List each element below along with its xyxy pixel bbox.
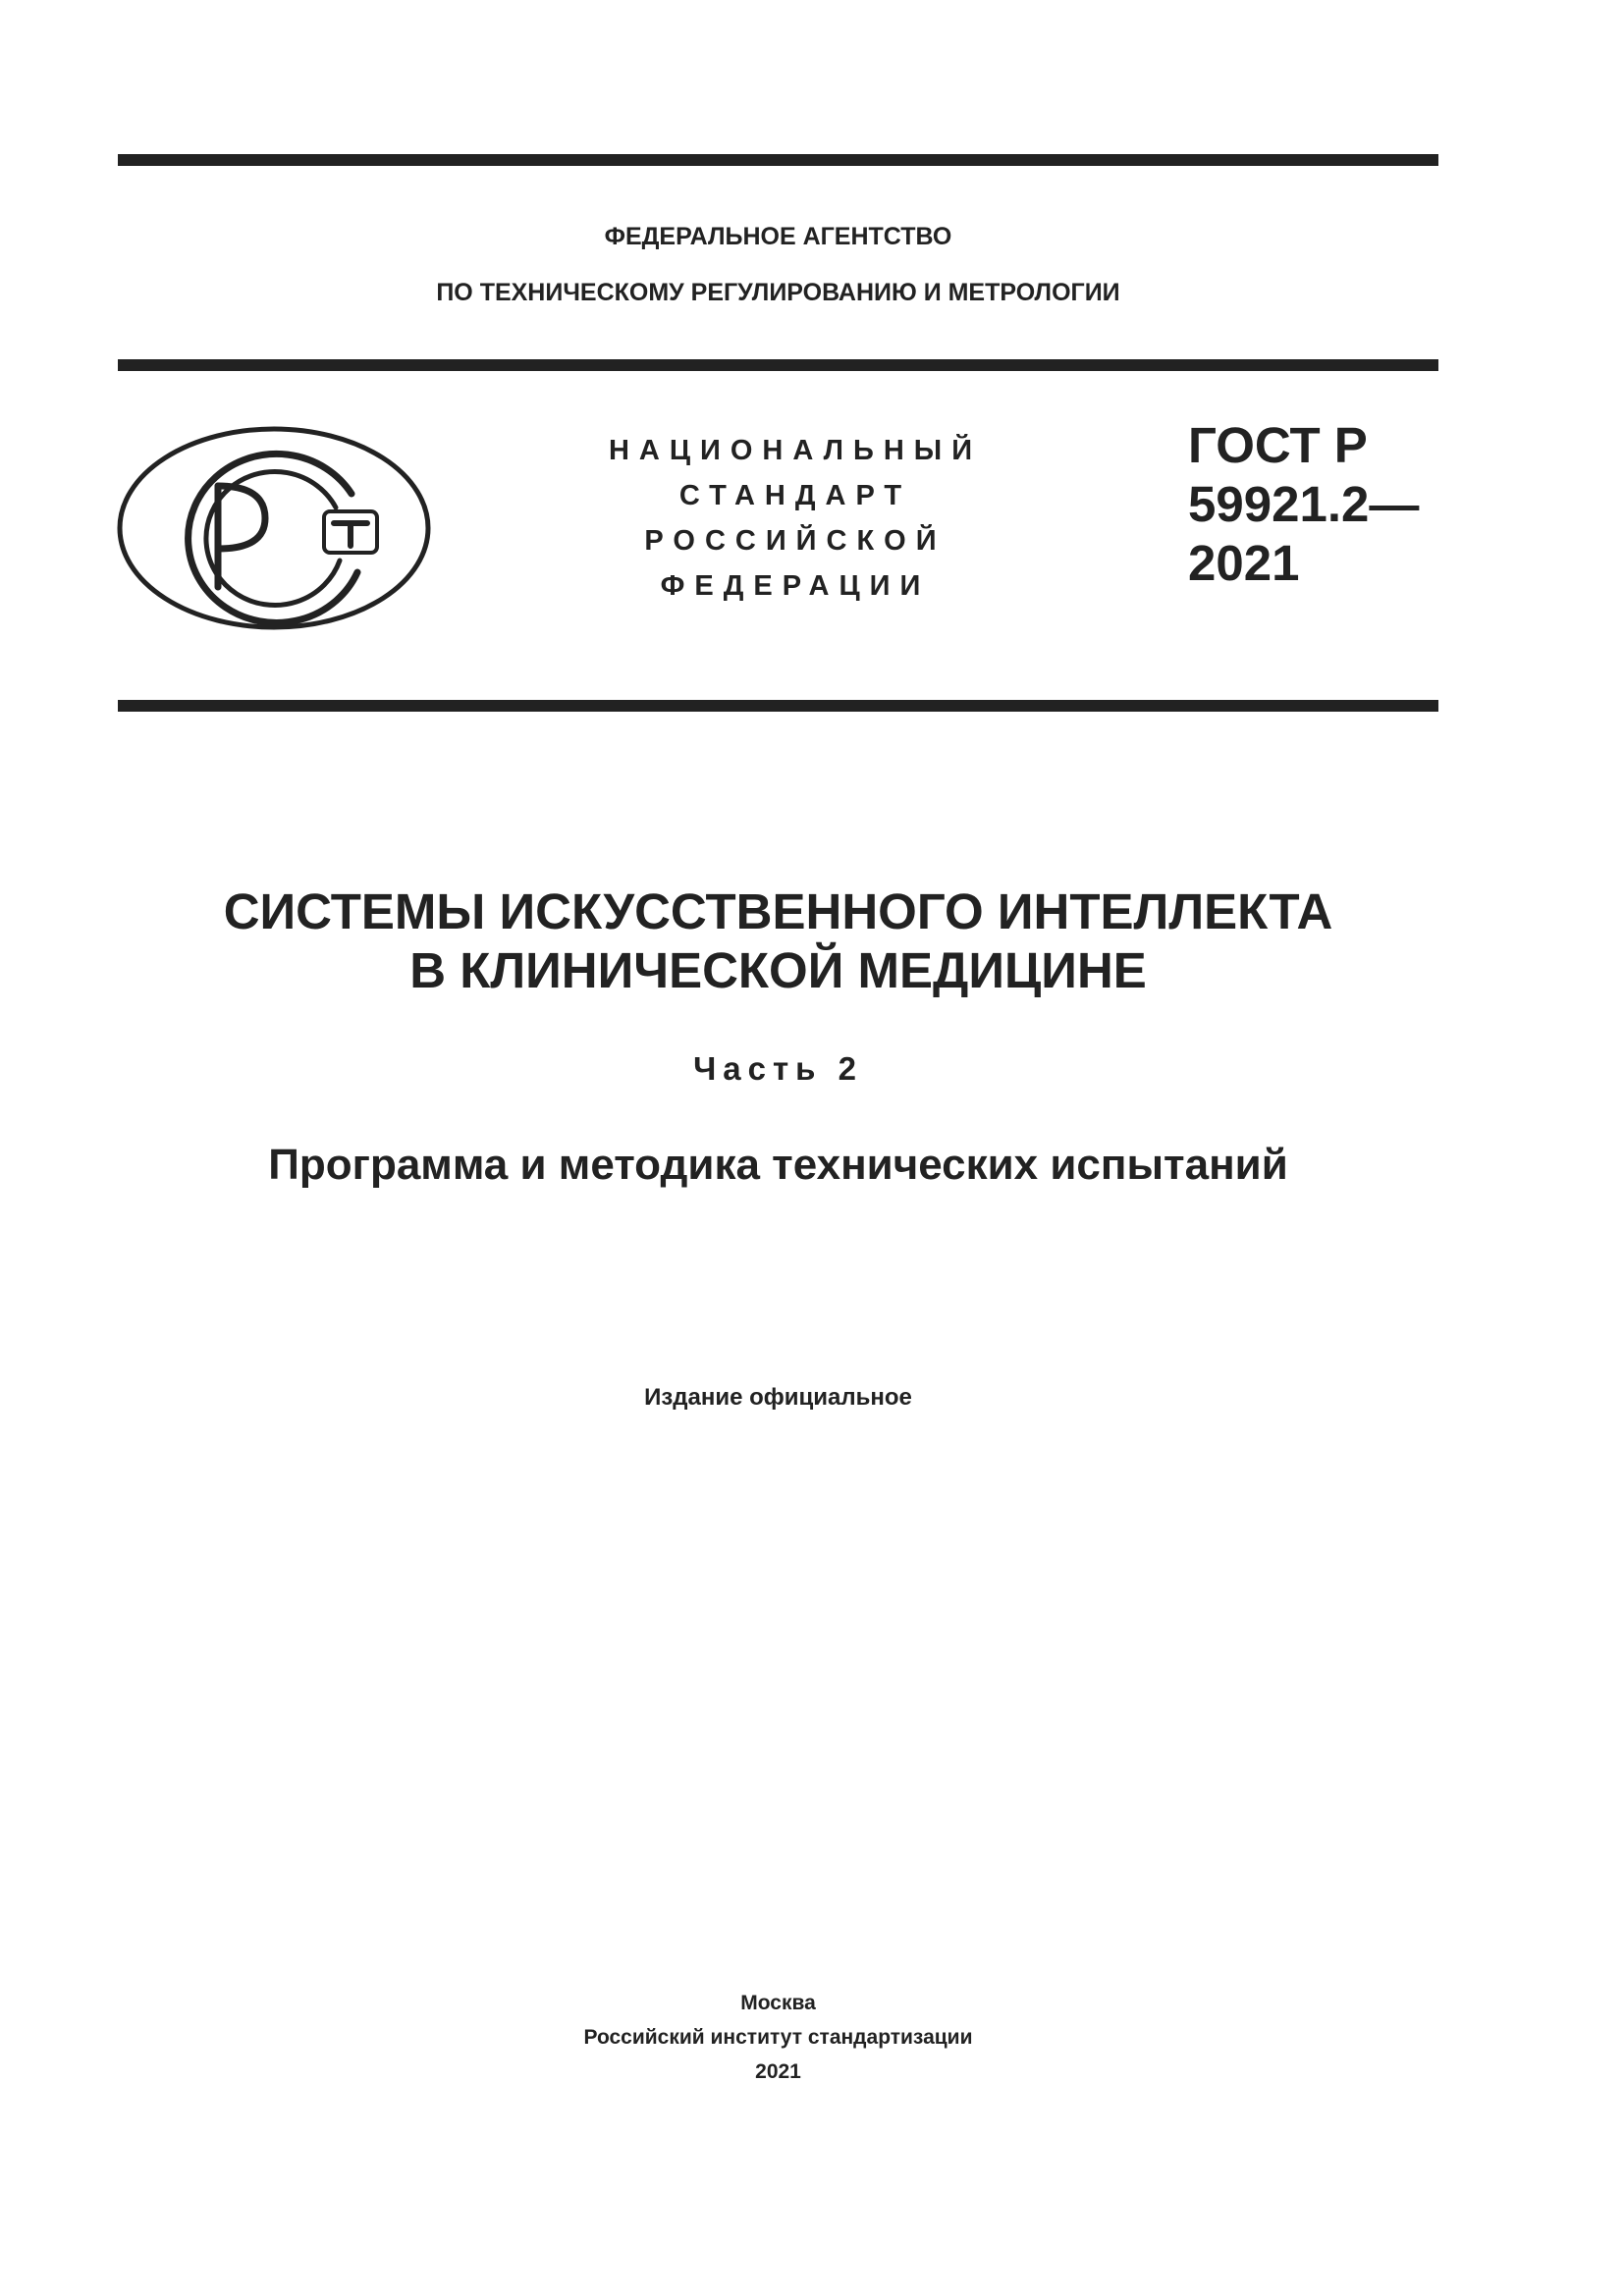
agency-name-line-2: ПО ТЕХНИЧЕСКОМУ РЕГУЛИРОВАНИЮ И МЕТРОЛОГИИ xyxy=(436,279,1120,306)
national-standard-line: СТАНДАРТ xyxy=(678,480,912,511)
edition-note: Издание официальное xyxy=(644,1384,912,1411)
standard-designation xyxy=(1188,416,1419,593)
national-standard-line: РОССИЙСКОЙ xyxy=(644,525,947,557)
title-line: В КЛИНИЧЕСКОЙ МЕДИЦИНЕ xyxy=(409,942,1147,998)
document-subtitle: Программа и методика технических испытаний xyxy=(268,1141,1288,1189)
agency-name-line-1: ФЕДЕРАЛЬНОЕ АГЕНТСТВО xyxy=(604,223,952,250)
national-standard-label xyxy=(550,428,1041,609)
title-line: СИСТЕМЫ ИСКУССТВЕННОГО ИНТЕЛЛЕКТА xyxy=(223,883,1333,939)
national-standard-line: ФЕДЕРАЦИИ xyxy=(660,570,931,602)
rst-certification-mark-icon xyxy=(116,425,432,631)
designation-line: 2021 xyxy=(1188,535,1300,591)
header-rule xyxy=(118,359,1438,371)
imprint-city: Москва xyxy=(740,1992,816,2014)
designation-line: ГОСТ Р xyxy=(1188,417,1368,473)
part-number: Часть 2 xyxy=(693,1050,863,1087)
imprint-publisher: Российский институт стандартизации xyxy=(583,2026,973,2049)
designation-line: 59921.2— xyxy=(1188,476,1420,532)
imprint xyxy=(118,1986,1438,2089)
imprint-year: 2021 xyxy=(755,2060,801,2083)
top-rule xyxy=(118,154,1438,166)
national-standard-line: НАЦИОНАЛЬНЫЙ xyxy=(608,435,983,466)
document-title xyxy=(118,882,1438,1000)
section-rule xyxy=(118,700,1438,712)
